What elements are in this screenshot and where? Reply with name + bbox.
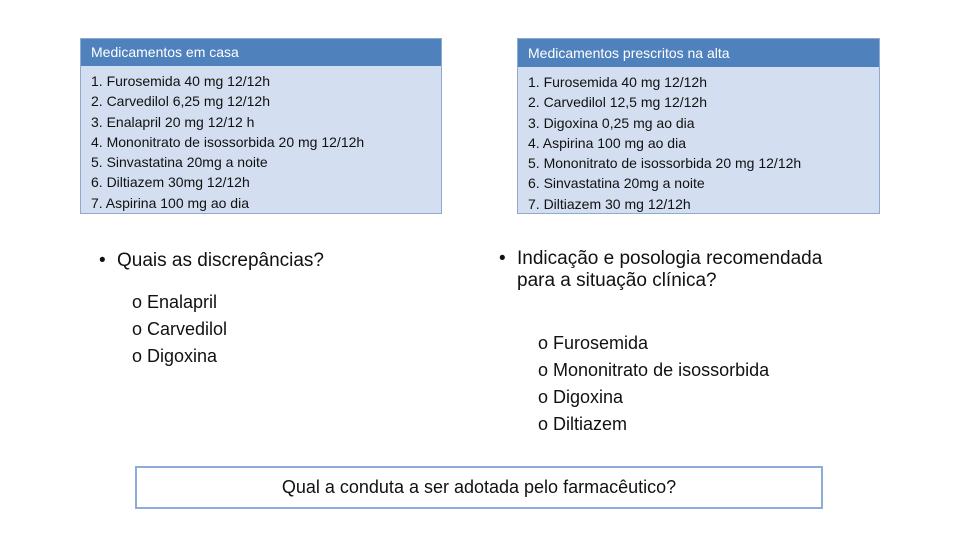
list-item: 7. Diltiazem 30 mg 12/12h <box>528 195 691 212</box>
home-medications-table <box>80 38 442 214</box>
discrepancies-list <box>132 289 227 370</box>
list-item: o Carvedilol <box>132 319 228 339</box>
discrepancies-question <box>99 250 439 272</box>
pharmacist-conduct-question: Qual a conduta a ser adotada pelo farmacêutico? <box>135 466 823 509</box>
list-item: 5. Sinvastatina 20mg a noite <box>91 154 268 171</box>
discharge-medications-table <box>517 38 880 214</box>
list-item: o Digoxina <box>538 387 624 407</box>
list-item: 3. Digoxina 0,25 mg ao dia <box>528 114 695 131</box>
list-item: 2. Carvedilol 12,5 mg 12/12h <box>528 94 707 111</box>
indication-question <box>499 248 829 292</box>
list-item: 1. Furosemida 40 mg 12/12h <box>528 74 707 90</box>
list-item: o Digoxina <box>132 346 218 366</box>
discrepancies-question-text: Quais as discrepâncias? <box>117 250 324 271</box>
indication-list <box>538 330 769 438</box>
list-item: 7. Aspirina 100 mg ao dia <box>91 194 249 211</box>
list-item: o Mononitrato de isossorbida <box>538 360 770 380</box>
bullet-icon: • <box>99 250 106 271</box>
list-item: 2. Carvedilol 6,25 mg 12/12h <box>91 93 270 110</box>
indication-question-text: Indicação e posologia recomendada para a situação clínica? <box>517 248 823 291</box>
discharge-medications-header: Medicamentos prescritos na alta <box>518 39 879 67</box>
list-item: 3. Enalapril 20 mg 12/12 h <box>91 113 255 130</box>
list-item: o Furosemida <box>538 333 649 353</box>
list-item: 4. Mononitrato de isossorbida 20 mg 12/12h <box>91 133 365 150</box>
home-medications-list <box>81 66 441 213</box>
bullet-icon: • <box>499 248 506 269</box>
list-item: o Diltiazem <box>538 414 628 434</box>
list-item: o Enalapril <box>132 292 218 312</box>
home-medications-header: Medicamentos em casa <box>81 39 441 66</box>
list-item: 5. Mononitrato de isossorbida 20 mg 12/12h <box>528 155 802 172</box>
list-item: 4. Aspirina 100 mg ao dia <box>528 134 686 151</box>
discharge-medications-list <box>518 67 879 214</box>
list-item: 6. Sinvastatina 20mg a noite <box>528 175 705 192</box>
list-item: 6. Diltiazem 30mg 12/12h <box>91 174 250 191</box>
list-item: 1. Furosemida 40 mg 12/12h <box>91 73 270 89</box>
